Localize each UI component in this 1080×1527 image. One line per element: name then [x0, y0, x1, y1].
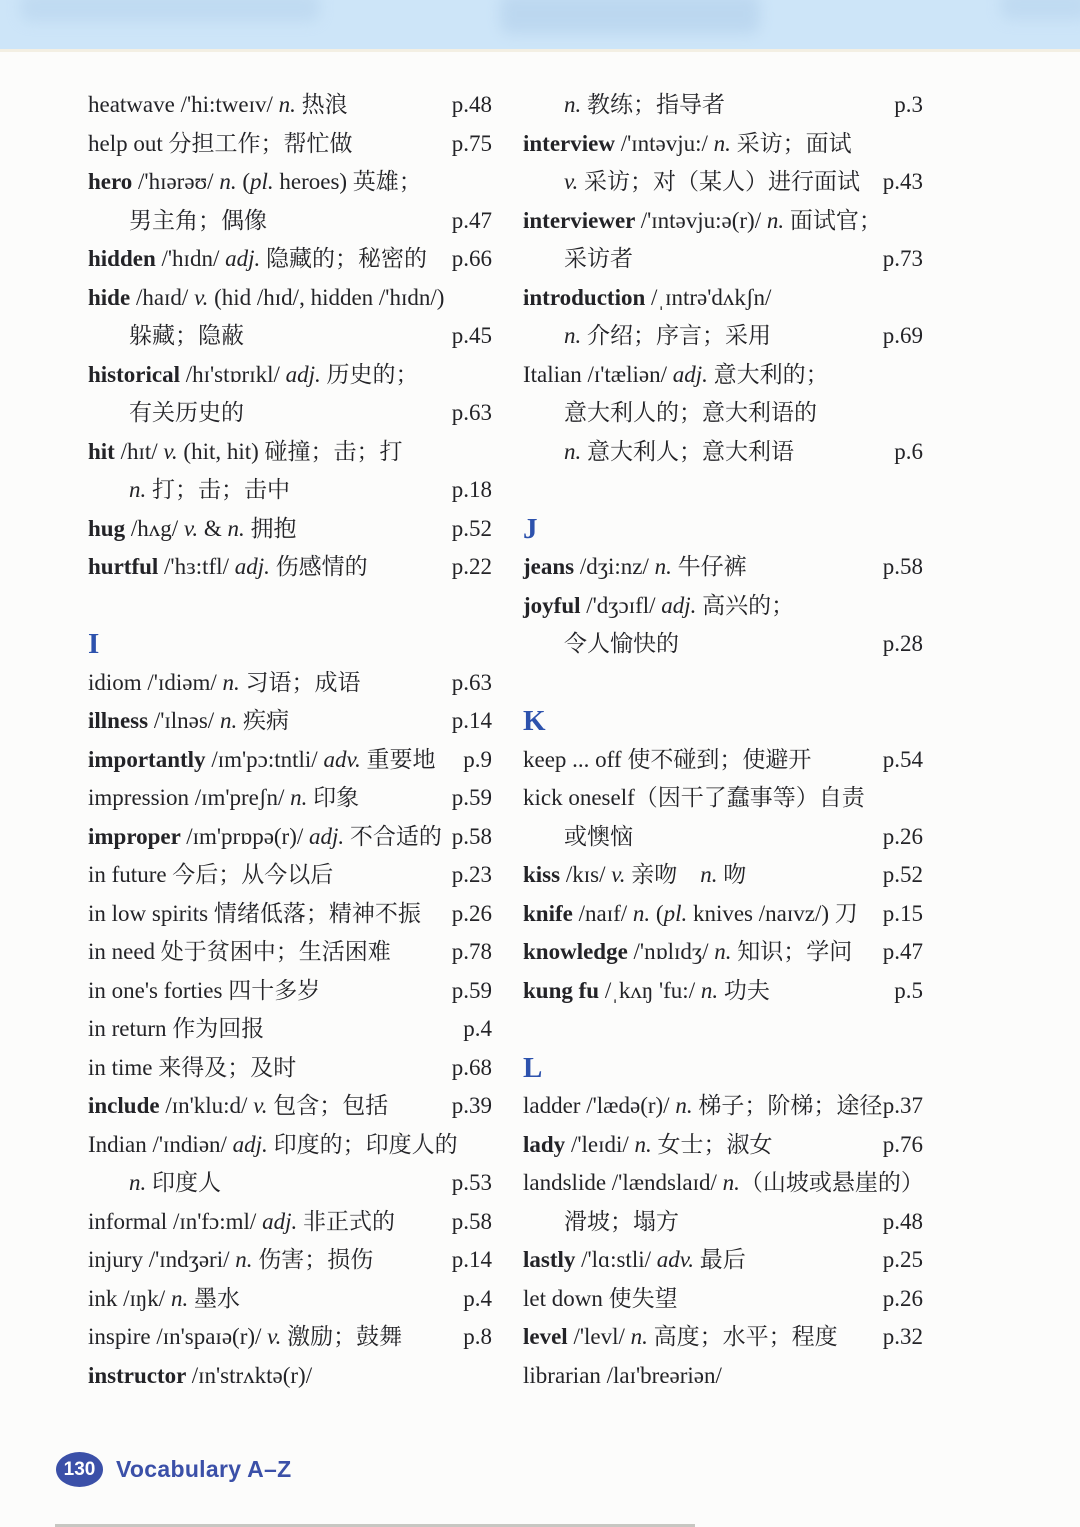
vocab-entry-line [88, 86, 492, 125]
vocab-entry-line [88, 240, 492, 279]
entry-text: 令人愉快的 [564, 631, 679, 656]
entry-text: 意大利人的；意大利语的 [564, 400, 817, 425]
vocab-entry-line [88, 972, 492, 1011]
vocab-entry-line [523, 279, 923, 318]
page-ref: p.63 [451, 669, 492, 695]
entry-text: keep ... off 使不碰到；使避开 [523, 746, 812, 772]
band-edge [0, 49, 1080, 52]
entry-text: n. 教练；指导者 [564, 92, 725, 117]
vocab-entry-line [523, 394, 923, 433]
vocab-entry-line [523, 548, 923, 587]
vocab-entry-line [523, 1357, 923, 1396]
vocab-entry-line [88, 394, 492, 433]
vocab-entry-line [88, 1087, 492, 1126]
page-ref: p.23 [451, 862, 492, 887]
entry-text: interviewer /'ɪntəvju:ə(r)/ n. 面试官； [523, 207, 882, 233]
entry-text: knife /naɪf/ n. (pl. knives /naɪvz/) 刀 [523, 900, 858, 926]
entry-text: hit /hɪt/ v. (hit, hit) 碰撞；击；打 [88, 438, 403, 464]
page-ref: p.5 [894, 977, 923, 1003]
vocab-entry-line [88, 1280, 492, 1319]
vocab-entry-line [88, 510, 492, 549]
vocab-entry-line [88, 1126, 492, 1165]
entry-text: lady /'leɪdi/ n. 女士；淑女 [523, 1131, 773, 1157]
page-ref: p.48 [882, 1208, 923, 1234]
entry-text: help out 分担工作；帮忙做 [88, 130, 353, 156]
vocab-entry-line [88, 433, 492, 472]
entry-text: kick oneself（因干了蠢事等）自责 [523, 785, 865, 810]
entry-text: 男主角；偶像 [129, 207, 267, 233]
entry-text: n. 打；击；击中 [129, 477, 290, 502]
page-ref: p.73 [882, 246, 923, 271]
vocab-entry-line [88, 856, 492, 895]
entry-text: in one's forties 四十多岁 [88, 977, 321, 1003]
entry-text: lastly /'lɑ:stli/ adv. 最后 [523, 1247, 746, 1272]
blank-line [523, 471, 923, 510]
section-letter [88, 625, 492, 664]
entry-text: instructor /ɪn'strʌktə(r)/ [88, 1362, 313, 1388]
entry-text: hug /hʌg/ v. & n. 拥抱 [88, 515, 297, 541]
page-ref: p.18 [451, 477, 492, 502]
page-ref: p.59 [451, 785, 492, 810]
entry-text: kiss /kɪs/ v. 亲吻 n. 吻 [523, 862, 747, 887]
vocab-entry-line [523, 1087, 923, 1126]
vocab-entry-line [88, 818, 492, 857]
page-ref: p.26 [451, 900, 492, 926]
entry-text: interview /'ɪntəvju:/ n. 采访；面试 [523, 130, 852, 156]
vocab-entry-line [88, 1049, 492, 1088]
vocab-entry-line [88, 1241, 492, 1280]
page-ref: p.25 [882, 1247, 923, 1272]
vocab-entry-line [523, 202, 923, 241]
vocab-entry-line [88, 279, 492, 318]
band-texture [1000, 0, 1080, 20]
page-ref: p.47 [882, 939, 923, 964]
page-ref: p.14 [451, 1247, 492, 1272]
page-ref: p.43 [882, 169, 923, 194]
entry-text: landslide /'lændslaɪd/ n.（山坡或悬崖的） [523, 1170, 924, 1195]
page-ref: p.47 [451, 207, 492, 233]
vocab-entry-line [523, 587, 923, 626]
page-ref: p.58 [882, 554, 923, 579]
page-ref: p.37 [882, 1093, 923, 1118]
page-ref: p.26 [882, 823, 923, 849]
page-number-badge: 130 [56, 1452, 103, 1487]
section-letter [523, 702, 923, 741]
page-ref: p.15 [882, 900, 923, 926]
page-ref: p.9 [463, 746, 492, 772]
vocab-entry-line [523, 933, 923, 972]
vocab-column-right [523, 86, 923, 1395]
entry-text: 躲藏；隐蔽 [129, 323, 244, 348]
entry-text: importantly /ɪm'pɔ:tntli/ adv. 重要地 [88, 746, 436, 772]
entry-text: hero /'hɪərəʊ/ n. (pl. heroes) 英雄； [88, 169, 422, 194]
vocab-entry-line [523, 163, 923, 202]
vocab-entry-line [88, 779, 492, 818]
section-letter-text: I [88, 628, 100, 660]
vocab-entry-line [523, 1318, 923, 1357]
page-ref: p.14 [451, 708, 492, 733]
entry-text: v. 采访；对（某人）进行面试 [564, 169, 861, 194]
entry-text: informal /ɪn'fɔ:ml/ adj. 非正式的 [88, 1208, 395, 1234]
entry-text: in low spirits 情绪低落；精神不振 [88, 900, 421, 926]
entry-text: n. 印度人 [129, 1170, 221, 1195]
page-ref: p.52 [882, 862, 923, 887]
section-letter-text: K [523, 705, 546, 737]
page-ref: p.54 [882, 746, 923, 772]
entry-text: 采访者 [564, 246, 633, 271]
entry-text: introduction /ˌɪntrə'dʌkʃn/ [523, 284, 772, 310]
vocab-entry-line [88, 1203, 492, 1242]
vocab-entry-line [523, 356, 923, 395]
page-ref: p.69 [882, 323, 923, 348]
entry-text: n. 介绍；序言；采用 [564, 323, 771, 348]
entry-text: hurtful /'hɜ:tfl/ adj. 伤感情的 [88, 554, 368, 579]
entry-text: ladder /'lædə(r)/ n. 梯子；阶梯；途径 [523, 1093, 883, 1118]
entry-text: heatwave /'hi:tweɪv/ n. 热浪 [88, 92, 348, 117]
vocab-entry-line [523, 1164, 923, 1203]
entry-text: joyful /'dʒɔɪfl/ adj. 高兴的； [523, 592, 795, 618]
page-ref: p.52 [451, 515, 492, 541]
vocab-entry-line [523, 741, 923, 780]
vocab-entry-line [88, 356, 492, 395]
vocab-entry-line [88, 548, 492, 587]
vocab-entry-line [88, 933, 492, 972]
header-band [0, 0, 1080, 49]
entry-text: 或懊恼 [564, 823, 633, 849]
entry-text: idiom /'ɪdiəm/ n. 习语；成语 [88, 669, 361, 695]
page-ref: p.8 [463, 1324, 492, 1349]
entry-text: improper /ɪm'prɒpə(r)/ adj. 不合适的 [88, 823, 442, 849]
entry-text: n. 意大利人；意大利语 [564, 438, 794, 464]
entry-text: hidden /'hɪdn/ adj. 隐藏的；秘密的 [88, 246, 427, 271]
page-ref: p.78 [451, 939, 492, 964]
page-ref: p.76 [882, 1131, 923, 1157]
section-letter [523, 510, 923, 549]
vocab-entry-line [88, 702, 492, 741]
page-ref: p.58 [451, 1208, 492, 1234]
page-ref: p.45 [451, 323, 492, 348]
blank-line [523, 664, 923, 703]
page-ref: p.59 [451, 977, 492, 1003]
page-footer [56, 1452, 291, 1487]
band-texture [20, 0, 320, 22]
vocab-entry-line [523, 818, 923, 857]
vocab-entry-line [88, 1357, 492, 1396]
entry-text: historical /hɪ'stɒrɪkl/ adj. 历史的； [88, 361, 419, 387]
vocab-entry-line [523, 856, 923, 895]
entry-text: 滑坡；塌方 [564, 1208, 679, 1234]
entry-text: impression /ɪm'preʃn/ n. 印象 [88, 785, 360, 810]
vocab-entry-line [88, 741, 492, 780]
entry-text: in time 来得及；及时 [88, 1054, 297, 1080]
entry-text: ink /ɪŋk/ n. 墨水 [88, 1285, 240, 1311]
vocab-entry-line [523, 779, 923, 818]
page-ref: p.58 [451, 823, 492, 849]
vocab-entry-line [88, 895, 492, 934]
entry-text: Indian /'ɪndiən/ adj. 印度的；印度人的 [88, 1131, 458, 1157]
vocab-entry-line [88, 202, 492, 241]
page-ref: p.3 [894, 92, 923, 117]
section-letter-text: J [523, 512, 538, 545]
vocab-entry-line [523, 240, 923, 279]
entry-text: in future 今后；从今以后 [88, 862, 334, 887]
page-ref: p.39 [451, 1093, 492, 1118]
vocab-entry-line [523, 1203, 923, 1242]
vocab-entry-line [523, 1241, 923, 1280]
blank-line [523, 1010, 923, 1049]
page-ref: p.66 [451, 246, 492, 271]
vocab-entry-line [88, 125, 492, 164]
page-ref: p.32 [882, 1324, 923, 1349]
entry-text: injury /'ɪndʒəri/ n. 伤害；损伤 [88, 1247, 374, 1272]
vocab-entry-line [88, 1318, 492, 1357]
entry-text: jeans /dʒi:nz/ n. 牛仔裤 [523, 554, 747, 579]
entry-text: illness /'ɪlnəs/ n. 疾病 [88, 708, 289, 733]
vocab-entry-line [523, 625, 923, 664]
entry-text: kung fu /ˌkʌŋ 'fu:/ n. 功夫 [523, 977, 770, 1003]
vocab-entry-line [88, 1164, 492, 1203]
page-ref: p.63 [451, 400, 492, 425]
page-ref: p.68 [451, 1054, 492, 1080]
page-ref: p.75 [451, 130, 492, 156]
page-ref: p.26 [882, 1285, 923, 1311]
section-letter [523, 1049, 923, 1088]
entry-text: hide /haɪd/ v. (hid /hɪd/, hidden /'hɪdn/) [88, 284, 445, 310]
band-texture [500, 0, 760, 34]
page-ref: p.22 [451, 554, 492, 579]
vocab-entry-line [523, 317, 923, 356]
entry-text: 有关历史的 [129, 400, 244, 425]
vocab-entry-line [523, 433, 923, 472]
entry-text: knowledge /'nɒlɪdʒ/ n. 知识；学问 [523, 939, 853, 964]
section-letter-text: L [523, 1051, 543, 1084]
entry-text: in need 处于贫困中；生活困难 [88, 939, 391, 964]
vocab-entry-line [523, 86, 923, 125]
vocab-entry-line [88, 1010, 492, 1049]
vocab-entry-line [523, 1280, 923, 1319]
page-ref: p.6 [894, 438, 923, 464]
page-ref: p.48 [451, 92, 492, 117]
vocab-entry-line [523, 972, 923, 1011]
footer-section-title: Vocabulary A–Z [116, 1456, 292, 1482]
vocab-entry-line [88, 163, 492, 202]
entry-text: Italian /ɪ'tæliən/ adj. 意大利的； [523, 361, 829, 387]
entry-text: in return 作为回报 [88, 1016, 265, 1041]
vocab-entry-line [523, 895, 923, 934]
vocab-entry-line [88, 471, 492, 510]
blank-line [88, 587, 492, 626]
entry-text: level /'levl/ n. 高度；水平；程度 [523, 1324, 838, 1349]
page-ref: p.28 [882, 631, 923, 656]
entry-text: inspire /ɪn'spaɪə(r)/ v. 激励；鼓舞 [88, 1324, 403, 1349]
vocab-column-left [88, 86, 492, 1395]
page-ref: p.4 [463, 1285, 492, 1311]
page-ref: p.53 [451, 1170, 492, 1195]
vocab-entry-line [88, 664, 492, 703]
entry-text: include /ɪn'klu:d/ v. 包含；包括 [88, 1093, 389, 1118]
entry-text: librarian /laɪ'breəriən/ [523, 1362, 722, 1388]
vocab-entry-line [523, 125, 923, 164]
page-ref: p.4 [463, 1016, 492, 1041]
entry-text: let down 使失望 [523, 1285, 678, 1311]
vocab-entry-line [523, 1126, 923, 1165]
vocab-entry-line [88, 317, 492, 356]
